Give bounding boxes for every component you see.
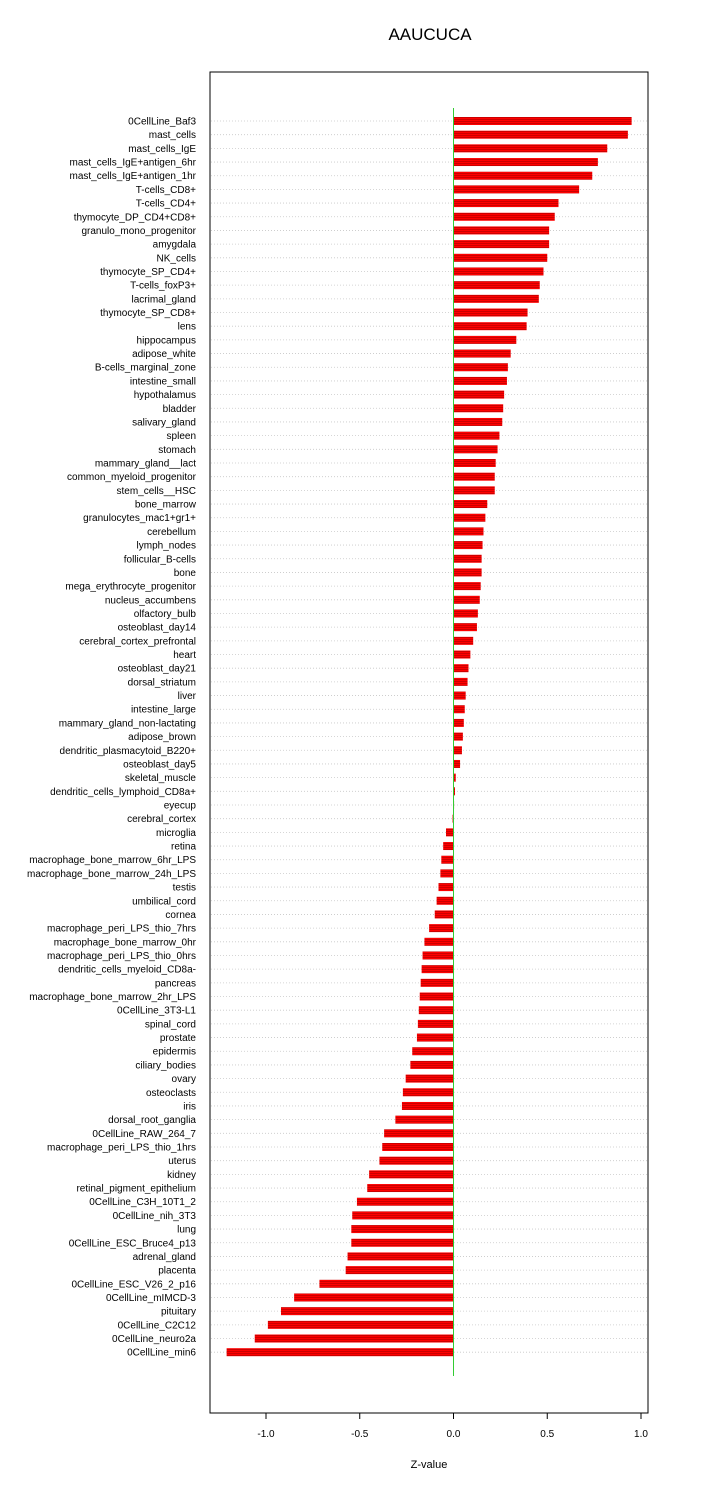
category-label: stomach	[158, 444, 196, 456]
bar-osteoblast_day14	[454, 623, 477, 631]
bar-bone	[454, 568, 482, 576]
category-label: macrophage_peri_LPS_thio_0hrs	[47, 950, 196, 962]
bar-T-cells_CD4+	[454, 199, 559, 207]
bar-0CellLine_ESC_V26_2_p16	[319, 1280, 453, 1288]
category-label: intestine_small	[129, 376, 196, 388]
bar-lymph_nodes	[454, 541, 483, 549]
bar-macrophage_bone_marrow_0hr	[424, 938, 453, 946]
category-label: cerebral_cortex	[127, 814, 196, 826]
bar-intestine_small	[454, 377, 507, 385]
category-label: 0CellLine_ESC_V26_2_p16	[71, 1279, 196, 1291]
bar-macrophage_peri_LPS_thio_7hrs	[429, 924, 453, 932]
bar-microglia	[446, 828, 454, 836]
bar-0CellLine_ESC_Bruce4_p13	[351, 1239, 453, 1247]
bar-0CellLine_C2C12	[268, 1321, 454, 1329]
bar-T-cells_CD8+	[454, 185, 580, 193]
category-label: spinal_cord	[144, 1019, 196, 1031]
category-label: dendritic_plasmacytoid_B220+	[59, 745, 196, 757]
category-label: intestine_large	[130, 704, 196, 716]
bar-0CellLine_3T3-L1	[419, 1006, 454, 1014]
category-label: lung	[177, 1224, 196, 1236]
bar-0CellLine_C3H_10T1_2	[357, 1198, 454, 1206]
category-label: dorsal_root_ganglia	[108, 1115, 196, 1127]
bar-uterus	[379, 1157, 453, 1165]
bar-ovary	[406, 1075, 454, 1083]
bar-0CellLine_nih_3T3	[352, 1211, 453, 1219]
category-label: osteoblast_day21	[117, 663, 196, 675]
category-label: common_myeloid_progenitor	[67, 472, 196, 484]
category-label: 0CellLine_ESC_Bruce4_p13	[68, 1238, 196, 1250]
bar-mega_erythrocyte_progenitor	[454, 582, 481, 590]
bar-stomach	[454, 445, 498, 453]
bar-mast_cells_IgE	[454, 144, 608, 152]
bar-T-cells_foxP3+	[454, 281, 540, 289]
bar-common_myeloid_progenitor	[454, 473, 495, 481]
category-label: osteoblast_day5	[123, 759, 196, 771]
category-label: lymph_nodes	[136, 540, 196, 552]
category-label: mast_cells_IgE	[128, 143, 196, 155]
bar-mast_cells_IgE+antigen_6hr	[454, 158, 598, 166]
category-label: mast_cells_IgE+antigen_1hr	[69, 171, 196, 183]
bar-prostate	[417, 1034, 454, 1042]
category-label: macrophage_bone_marrow_0hr	[53, 937, 196, 949]
category-label: amygdala	[152, 239, 196, 251]
category-label: macrophage_bone_marrow_24h_LPS	[26, 868, 196, 880]
category-label: eyecup	[163, 800, 196, 812]
category-label: macrophage_peri_LPS_thio_1hrs	[47, 1142, 196, 1154]
bar-epidermis	[412, 1047, 453, 1055]
category-label: 0CellLine_3T3-L1	[117, 1005, 196, 1017]
bar-olfactory_bulb	[454, 609, 478, 617]
bar-cerebellum	[454, 527, 484, 535]
chart-title: AAUCUCA	[388, 25, 472, 44]
bar-iris	[402, 1102, 454, 1110]
bar-hippocampus	[454, 336, 517, 344]
category-label: pituitary	[160, 1306, 196, 1318]
category-label: ciliary_bodies	[135, 1060, 196, 1072]
category-label: dendritic_cells_myeloid_CD8a-	[58, 964, 196, 976]
category-label: T-cells_CD4+	[135, 198, 196, 210]
bar-adrenal_gland	[348, 1252, 454, 1260]
bar-mammary_gland_non-lactating	[454, 719, 464, 727]
x-tick-label: 0.0	[446, 1429, 461, 1440]
category-label: osteoclasts	[145, 1087, 196, 1099]
category-label: mega_erythrocyte_progenitor	[65, 581, 196, 593]
category-labels	[27, 117, 197, 1359]
x-tick-label: 1.0	[634, 1429, 648, 1440]
category-label: adrenal_gland	[132, 1251, 196, 1263]
bar-adipose_white	[454, 350, 511, 358]
bar-thymocyte_SP_CD8+	[454, 309, 528, 317]
category-label: mast_cells_IgE+antigen_6hr	[69, 157, 196, 169]
bar-macrophage_bone_marrow_2hr_LPS	[420, 993, 454, 1001]
category-label: stem_cells__HSC	[116, 485, 196, 497]
bar-dendritic_cells_myeloid_CD8a-	[422, 965, 454, 973]
category-label: placenta	[158, 1265, 196, 1277]
bar-intestine_large	[454, 705, 465, 713]
category-label: mammary_gland_non-lactating	[58, 718, 196, 730]
category-label: cornea	[165, 909, 196, 921]
bar-osteoblast_day21	[454, 664, 469, 672]
category-label: retinal_pigment_epithelium	[76, 1183, 196, 1195]
bar-NK_cells	[454, 254, 548, 262]
bar-pituitary	[281, 1307, 454, 1315]
category-label: heart	[173, 650, 196, 662]
category-label: macrophage_bone_marrow_2hr_LPS	[29, 992, 196, 1004]
bar-retinal_pigment_epithelium	[367, 1184, 453, 1192]
category-label: uterus	[168, 1156, 196, 1168]
category-label: thymocyte_SP_CD4+	[100, 266, 196, 278]
category-label: kidney	[167, 1169, 196, 1181]
category-label: 0CellLine_mIMCD-3	[105, 1292, 196, 1304]
category-label: pancreas	[154, 978, 196, 990]
bar-ciliary_bodies	[410, 1061, 453, 1069]
x-tick-label: 0.5	[540, 1429, 555, 1440]
category-label: epidermis	[152, 1046, 196, 1058]
category-label: bone	[173, 567, 196, 579]
bar-lung	[351, 1225, 453, 1233]
category-label: dendritic_cells_lymphoid_CD8a+	[50, 786, 196, 798]
bar-placenta	[346, 1266, 454, 1274]
category-label: T-cells_CD8+	[135, 184, 196, 196]
bar-bladder	[454, 404, 504, 412]
category-label: olfactory_bulb	[133, 608, 196, 620]
bar-lacrimal_gland	[454, 295, 539, 303]
bar-macrophage_bone_marrow_24h_LPS	[440, 869, 453, 877]
category-label: microglia	[155, 827, 196, 839]
bar-testis	[439, 883, 454, 891]
bar-stem_cells__HSC	[454, 486, 495, 494]
bar-0CellLine_Baf3	[454, 117, 632, 125]
bar-dorsal_root_ganglia	[395, 1116, 453, 1124]
category-label: spleen	[166, 431, 196, 443]
category-label: hypothalamus	[133, 390, 196, 402]
x-tick-label: -0.5	[351, 1429, 369, 1440]
bar-macrophage_peri_LPS_thio_1hrs	[382, 1143, 453, 1151]
category-label: ovary	[171, 1074, 196, 1086]
category-label: hippocampus	[136, 335, 196, 347]
bar-nucleus_accumbens	[454, 596, 480, 604]
category-label: 0CellLine_RAW_264_7	[92, 1128, 196, 1140]
bar-thymocyte_SP_CD4+	[454, 267, 544, 275]
bar-kidney	[369, 1170, 453, 1178]
bar-0CellLine_min6	[227, 1348, 454, 1356]
category-label: skeletal_muscle	[124, 773, 196, 785]
category-label: lacrimal_gland	[131, 294, 196, 306]
category-label: testis	[172, 882, 196, 894]
category-label: retina	[170, 841, 196, 853]
bar-0CellLine_neuro2a	[255, 1335, 454, 1343]
category-label: T-cells_foxP3+	[130, 280, 196, 292]
bar-osteoclasts	[403, 1088, 454, 1096]
bar-cornea	[435, 910, 454, 918]
category-label: bone_marrow	[134, 499, 196, 511]
category-label: B-cells_marginal_zone	[94, 362, 196, 374]
category-label: follicular_B-cells	[123, 554, 196, 566]
category-label: macrophage_bone_marrow_6hr_LPS	[29, 855, 196, 867]
category-label: lens	[177, 321, 196, 333]
category-label: 0CellLine_neuro2a	[112, 1334, 196, 1346]
category-label: mast_cells	[148, 130, 196, 142]
bar-mast_cells	[454, 131, 628, 139]
category-label: thymocyte_SP_CD8+	[100, 308, 196, 320]
bar-0CellLine_RAW_264_7	[384, 1129, 453, 1137]
bar-spleen	[454, 432, 500, 440]
category-label: adipose_white	[132, 349, 196, 361]
category-label: bladder	[162, 403, 196, 415]
category-label: NK_cells	[156, 253, 196, 265]
category-label: umbilical_cord	[132, 896, 196, 908]
bar-heart	[454, 651, 471, 659]
grid-lines	[211, 121, 647, 1352]
bar-granulo_mono_progenitor	[454, 226, 550, 234]
bar-granulocytes_mac1+gr1+	[454, 514, 486, 522]
bar-osteoblast_day5	[454, 760, 461, 768]
category-label: 0CellLine_Baf3	[128, 116, 196, 128]
category-label: cerebral_cortex_prefrontal	[79, 636, 196, 648]
category-label: 0CellLine_min6	[127, 1347, 196, 1359]
bar-amygdala	[454, 240, 550, 248]
bar-bone_marrow	[454, 500, 488, 508]
x-axis-label: Z-value	[410, 1459, 448, 1471]
bar-mammary_gland__lact	[454, 459, 496, 467]
bar-pancreas	[421, 979, 454, 987]
bar-macrophage_peri_LPS_thio_0hrs	[423, 951, 454, 959]
category-label: adipose_brown	[128, 732, 196, 744]
bar-spinal_cord	[418, 1020, 454, 1028]
category-label: 0CellLine_C2C12	[117, 1320, 196, 1332]
category-label: iris	[183, 1101, 196, 1113]
category-label: mammary_gland__lact	[94, 458, 196, 470]
category-label: nucleus_accumbens	[104, 595, 196, 607]
category-label: 0CellLine_C3H_10T1_2	[89, 1197, 196, 1209]
bar-hypothalamus	[454, 391, 505, 399]
bar-thymocyte_DP_CD4+CD8+	[454, 213, 555, 221]
bar-adipose_brown	[454, 733, 463, 741]
bar-mast_cells_IgE+antigen_1hr	[454, 172, 593, 180]
category-label: granulocytes_mac1+gr1+	[83, 513, 196, 525]
bar-dorsal_striatum	[454, 678, 468, 686]
category-label: 0CellLine_nih_3T3	[112, 1210, 196, 1222]
category-label: macrophage_peri_LPS_thio_7hrs	[47, 923, 196, 935]
bar-salivary_gland	[454, 418, 503, 426]
category-label: osteoblast_day14	[117, 622, 196, 634]
category-label: granulo_mono_progenitor	[81, 225, 196, 237]
bar-liver	[454, 692, 466, 700]
bar-cerebral_cortex_prefrontal	[454, 637, 474, 645]
bar-umbilical_cord	[437, 897, 454, 905]
category-label: salivary_gland	[132, 417, 196, 429]
x-axis	[257, 1413, 648, 1440]
bar-macrophage_bone_marrow_6hr_LPS	[441, 856, 453, 864]
bar-B-cells_marginal_zone	[454, 363, 508, 371]
bar-retina	[443, 842, 453, 850]
bars-group	[227, 117, 632, 1356]
category-label: liver	[177, 691, 196, 703]
bar-follicular_B-cells	[454, 555, 482, 563]
bar-lens	[454, 322, 527, 330]
bar-dendritic_plasmacytoid_B220+	[454, 746, 462, 754]
x-tick-label: -1.0	[257, 1429, 275, 1440]
bar-0CellLine_mIMCD-3	[294, 1293, 453, 1301]
category-label: dorsal_striatum	[127, 677, 196, 689]
category-label: cerebellum	[147, 526, 196, 538]
category-label: prostate	[159, 1033, 196, 1045]
category-label: thymocyte_DP_CD4+CD8+	[73, 212, 196, 224]
